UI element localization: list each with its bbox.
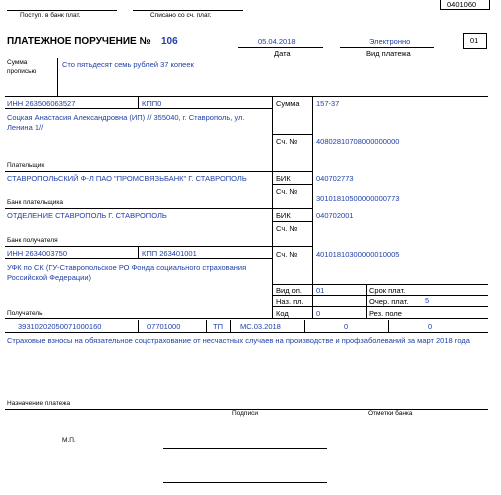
tax-divider-1 [138,320,139,332]
amount-words-label-1: Сумма [7,59,28,66]
tax-period: МС.03.2018 [240,322,281,331]
amount-words-divider [57,58,58,96]
payment-type-label: Вид платежа [366,49,411,58]
tax-divider-5 [388,320,389,332]
status-code: 01 [470,36,479,45]
op-line-2 [272,306,488,307]
payer-bank-bottom-line [5,208,312,209]
received-label: Поступ. в банк плат. [20,12,81,19]
recipient-bank-name: ОТДЕЛЕНИЕ СТАВРОПОЛЬ Г. СТАВРОПОЛЬ [7,211,167,220]
recipient-account: 40101810300000010005 [316,250,400,259]
payer-bik: 040702773 [316,174,354,183]
order-label: Очер. плат. [369,297,409,306]
order-value: 5 [425,296,430,305]
code-value: 0 [316,309,321,318]
payer-account-value: 40802810708000000000 [316,137,400,146]
stamp-label: М.П. [62,437,76,444]
payer-bank-account: 30101810500000000773 [316,194,400,203]
amount-label: Сумма [276,99,300,108]
tax-divider-4 [304,320,305,332]
tax-divider-2 [206,320,207,332]
debited-label: Списано со сч. плат. [150,12,212,19]
tax-doc-number: 0 [344,322,349,331]
code-label: Код [276,309,289,318]
recipient-bik-line [272,221,312,222]
payer-inn-line [5,108,272,109]
tax-doc-date: 0 [428,322,433,331]
payer-bank-account-label: Сч. № [276,187,298,196]
tax-divider-3 [230,320,231,332]
purpose-code-label: Наз. пл. [276,297,304,306]
received-line [7,10,117,11]
op-line-1 [272,295,488,296]
payer-bik-label: БИК [276,174,291,183]
tax-basis: ТП [213,322,223,331]
recipient-inn-divider [138,246,139,258]
recipient-bik-label: БИК [276,211,291,220]
amount-words-value: Сто пятьдесят семь рублей 37 копеек [62,60,194,69]
amount-bottom-line [272,134,312,135]
page-title: ПЛАТЕЖНОЕ ПОРУЧЕНИЕ № [7,36,151,47]
form-code: 0401060 [447,0,477,9]
payment-date: 05.04.2018 [258,37,296,46]
payer-bank-name: СТАВРОПОЛЬСКИЙ Ф-Л ПАО "ПРОМСВЯЗЬБАНК" Г. СТАВРОПОЛЬ [7,174,247,183]
payment-number: 106 [161,36,178,47]
payer-bik-line [272,184,312,185]
date-line [238,47,323,48]
payer-bank-label: Банк плательщика [7,199,63,206]
reserve-label: Рез. поле [369,309,402,318]
payer-inn: ИНН 263506063527 [7,99,76,108]
recipient-label: Получатель [7,310,43,317]
recipient-inn: ИНН 2634003750 [7,249,68,258]
signature-line-2 [163,482,327,483]
op-top-line [272,284,488,285]
payment-type: Электронно [369,37,411,46]
recipient-bik: 040702001 [316,211,354,220]
payer-bottom-line [5,171,312,172]
date-label: Дата [274,49,291,58]
recipient-bank-bottom-line [5,246,312,247]
bank-marks-label: Отметки банка [368,410,413,417]
recipient-kpp: КПП 263401001 [142,249,197,258]
recipient-account-label: Сч. № [276,250,298,259]
payer-kpp: КПП0 [142,99,162,108]
payer-account-label: Сч. № [276,137,298,146]
signatures-label: Подписи [232,410,258,417]
payer-name: Соцкая Анастасия Александровна (ИП) // 355040, г. Ставрополь, ул. Ленина 1// [7,113,245,132]
debited-line [133,10,243,11]
op-type-value: 01 [316,286,325,295]
signature-line-1 [163,448,327,449]
deadline-label: Срок плат. [369,286,406,295]
recipient-bank-label: Банк получателя [7,237,58,244]
recipient-name: УФК по СК (ГУ-Ставропольское РО Фонда социального страхования Российской Федерации) [7,263,247,282]
table-bottom-line [5,318,272,319]
amount-words-label-2: прописью [7,68,37,75]
amount-value: 157-37 [316,99,340,108]
tax-kbk: 39310202050071000160 [18,322,102,331]
op-divider [366,284,367,318]
row-top [5,96,488,97]
payment-purpose: Страховые взносы на обязательное соцстрахование от несчастных случаев на производстве и профзаболеваний за март 2018 года [7,336,470,345]
payer-label: Плательщик [7,162,45,169]
recipient-bank-account-label: Сч. № [276,224,298,233]
payer-inn-divider [138,96,139,108]
op-type-label: Вид оп. [276,286,302,295]
tax-row-line [5,332,488,333]
payment-type-line [340,47,434,48]
op-divider-1 [272,318,488,319]
tax-oktmo: 07701000 [147,322,181,331]
purpose-label: Назначение платежа [7,400,71,407]
recipient-inn-line [5,258,272,259]
